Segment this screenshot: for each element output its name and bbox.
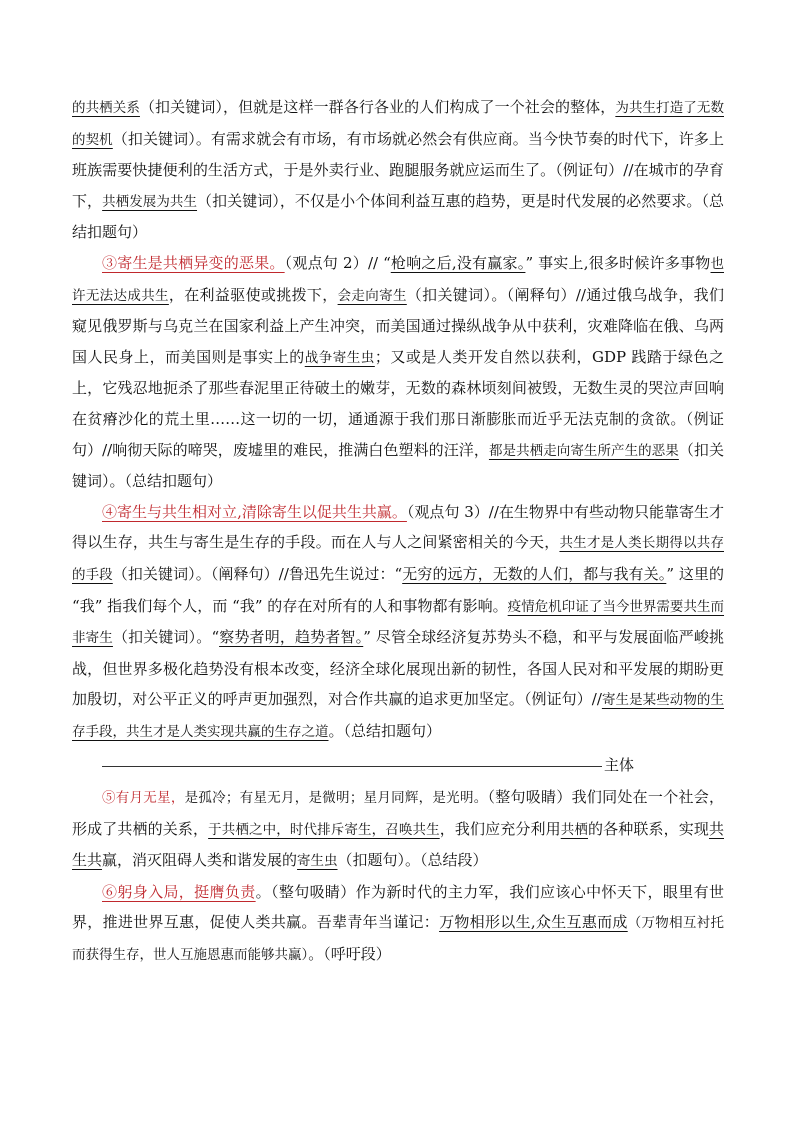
paragraph-viewpoint-3 xyxy=(72,497,724,748)
keyword-phrase: 共栖 xyxy=(560,821,588,838)
text-run: 。（呼吁段） xyxy=(308,945,391,964)
paragraph-continuation xyxy=(72,92,724,248)
lead-sentence-rest: 是孤冷；有星无月，是微明；星月同辉，是光明。 xyxy=(184,790,488,807)
text-run: ” 尽管全球经济复苏势头不稳，和平与发展面临严峻挑战，但世界多极化趋势没有根本改变，经济全球化展现出新的韧性，各国人民对和平发展的期盼更加殷切，对公平正义的呼声更加强烈，对合作共赢的追求更加坚定。（例证句）// xyxy=(72,628,724,709)
text-run: ，我们应充分利用 xyxy=(439,819,561,838)
text-run: 。（总结扣题句） xyxy=(328,721,442,740)
lead-sentence: ⑥躬身入局，挺膺负责 xyxy=(102,882,256,901)
quote-phrase: 枪响之后,没有赢家。 xyxy=(390,253,526,272)
text-run: 的各种联系，实现 xyxy=(587,819,709,838)
paragraph-summary xyxy=(72,782,724,877)
keyword-phrase: 寄生虫 xyxy=(297,853,338,870)
text-run: （扣关键词），但就是这样一群各行各业的人们构成了一个社会的整体， xyxy=(139,98,616,116)
text-run: 。（整句吸睛）作为新时代的主力军，我们应该心中怀天下，眼里有世界，推进世界互惠，促使人类共赢。吾辈青年当谨记： xyxy=(72,882,724,932)
keyword-phrase: 也许无法达成共生 xyxy=(72,255,724,304)
separator-line xyxy=(102,766,602,767)
section-separator xyxy=(102,751,724,782)
text-run: （观点句 2）// “ xyxy=(284,253,391,272)
keyword-phrase: 的共栖关系 xyxy=(72,100,140,116)
keyword-phrase: 于共栖之中，时代排斥寄生，召唤共生 xyxy=(208,821,440,838)
quote-phrase: 万物相形以生,众生互惠而成 xyxy=(439,913,628,932)
text-run: （扣关键词）。“ xyxy=(112,628,220,647)
keyword-phrase: 都是共栖走向寄生所产生的恶果 xyxy=(488,442,679,459)
paragraph-appeal xyxy=(72,877,724,971)
quote-phrase: 无穷的远方，无数的人们，都与我有关。 xyxy=(402,564,667,583)
text-run: （整句吸睛）我们同处在一个社会，形成了共栖的关系， xyxy=(72,788,724,838)
text-run: （扣关键词）。（阐释句）//通过俄乌战争，我们窥见俄罗斯与乌克兰在国家利益上产生冲突，而美国通过操纵战争从中获利，灾难降临在俄、乌两国人民身上，而美国则是事实上的 xyxy=(72,285,724,366)
keyword-phrase: 疫情危机印证了当今世界需要共生而非寄生 xyxy=(72,598,725,647)
text-run: 赢，消灭阻碍人类和谐发展的 xyxy=(102,851,298,870)
essay-body xyxy=(72,92,724,971)
text-run: （扣题句）。（总结段） xyxy=(337,851,488,870)
viewpoint-sentence: ③寄生是共栖异变的恶果。 xyxy=(102,253,285,272)
keyword-phrase: 共生共 xyxy=(72,819,724,870)
paragraph-viewpoint-2 xyxy=(72,248,724,497)
separator-label: 主体 xyxy=(604,757,635,775)
keyword-phrase: 会走向寄生 xyxy=(337,287,407,304)
text-run: （扣关键词），不仅是小个体间利益互惠的趋势，更是时代发展的必然要求。（总结扣题句） xyxy=(72,191,724,242)
lead-sentence: ⑤有月无星， xyxy=(102,790,185,807)
text-run: ；又或是人类开发自然以获利，GDP 践踏于绿色之上，它残忍地扼杀了那些春泥里正待破土的嫩芽，无数的森林顷刻间被毁，无数生灵的哭泣声回响在贫瘠沙化的荒土里……这一切的一切，通通源于我们那日渐膨胀而近乎无法克制的贪欲。（例证句）//响彻天际的啼哭，废墟里的难民，推满白色塑料的汪洋， xyxy=(72,347,724,459)
text-run: ” 这里的 “我” 指我们每个人，而 “我” 的存在对所有的人和事物都有影响。 xyxy=(72,564,725,615)
text-run: （观点句 3）//在生物界中有些动物只能靠寄生才得以生存，共生与寄生是生存的手段。而在人与人之间紧密相关的今天， xyxy=(72,502,724,552)
viewpoint-sentence: ④寄生与共生相对立,清除寄生以促共生共赢。 xyxy=(102,502,407,521)
keyword-phrase: 战争寄生虫 xyxy=(304,349,375,366)
keyword-phrase: 寄生是某些动物的生存手段，共生才是人类实现共赢的生存之道 xyxy=(72,692,724,740)
text-run: （扣关键词）。（总结扣题句） xyxy=(72,440,724,491)
annotation-note: （万物相互衬托而获得生存，世人互施恩惠而能够共赢） xyxy=(72,915,724,964)
text-run: ” 事实上,很多时候许多事物 xyxy=(525,253,711,272)
keyword-phrase: 共生才是人类长期得以共存的手段 xyxy=(72,535,724,583)
text-run: （扣关键词）。有需求就会有市场，有市场就必然会有供应商。当今快节奏的时代下，许多上班族需要快捷便利的生活方式，于是外卖行业、跑腿服务就应运而生了。（例证句）//在城市的孕育下， xyxy=(72,129,724,210)
keyword-phrase: 共栖发展为共生 xyxy=(102,193,198,210)
quote-phrase: 察势者明，趋势者智。 xyxy=(219,628,364,647)
text-run: （扣关键词）。（阐释句）//鲁迅先生说过：“ xyxy=(112,564,403,583)
text-run: ，在利益驱使或挑拨下， xyxy=(168,285,338,304)
keyword-phrase: 为共生打造了无数的契机 xyxy=(72,100,724,148)
